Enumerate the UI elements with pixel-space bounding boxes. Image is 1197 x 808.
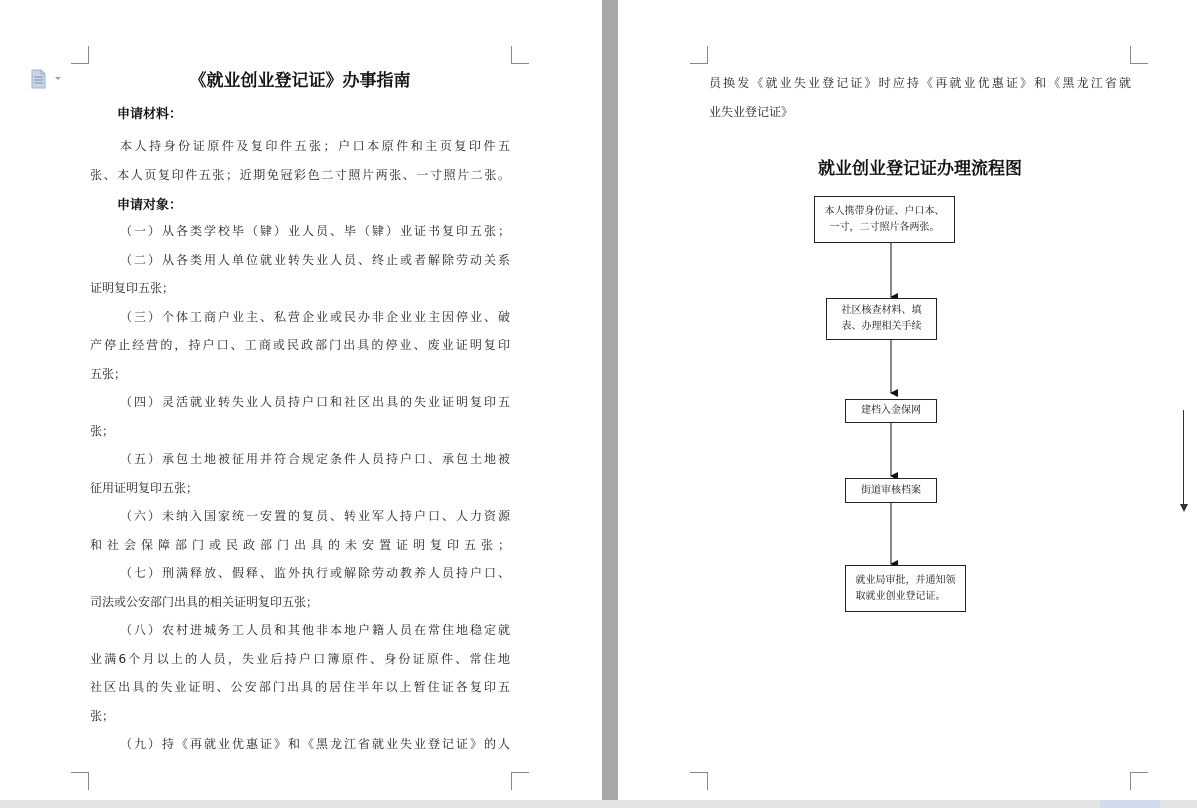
paragraph-line: 员换发《就业失业登记证》时应持《再就业优惠证》和《黑龙江省就 — [709, 76, 1131, 90]
list-item-line: 张； — [90, 709, 115, 723]
arrow-down-icon — [1180, 504, 1188, 512]
flow-step — [845, 478, 937, 503]
list-item-line: 征用证明复印五张； — [90, 481, 199, 495]
paragraph-line: 张、本人页复印件五张；近期免冠彩色二寸照片两张、一寸照片二张。 — [90, 168, 510, 182]
flow-step-text: 就业局审批，并通知领 — [855, 574, 956, 586]
flow-step-text: 一寸，二寸照片各两张。 — [829, 221, 940, 233]
paragraph-line: 业失业登记证》 — [709, 105, 794, 119]
list-item-line: （一）从各类学校毕（肄）业人员、毕（肄）业证书复印五张； — [120, 224, 510, 238]
list-item-line: 证明复印五张； — [90, 281, 175, 295]
flow-step-text: 社区核查材料、填 — [841, 305, 922, 316]
list-item-line: 产停止经营的，持户口、工商或民政部门出具的停业、废业证明复印 — [90, 338, 510, 352]
list-item-line: 张； — [90, 424, 115, 438]
materials-heading: 申请材料： — [117, 107, 183, 122]
flow-step — [826, 298, 937, 340]
flowchart-title: 就业创业登记证办理流程图 — [818, 159, 1022, 179]
list-item-line: 业满6个月以上的人员，失业后持户口簿原件、身份证原件、常住地 — [90, 652, 510, 666]
list-item-line: （三）个体工商户业主、私营企业或民办非企业业主因停业、破 — [120, 310, 510, 324]
flow-step-text: 取就业创业登记证。 — [855, 590, 946, 602]
list-item-line: 社区出具的失业证明、公安部门出具的居住半年以上暂住证各复印五 — [90, 680, 510, 694]
targets-heading: 申请对象： — [117, 198, 183, 213]
flow-step-text: 街道审核档案 — [861, 484, 921, 496]
list-item-line: （八）农村进城务工人员和其他非本地户籍人员在常住地稳定就 — [120, 623, 510, 637]
list-item-line: （四）灵活就业转失业人员持户口和社区出具的失业证明复印五 — [120, 395, 510, 409]
list-item-line: （九）持《再就业优惠证》和《黑龙江省就业失业登记证》的人 — [120, 737, 510, 751]
flow-step — [814, 196, 955, 243]
list-item-line: 司法或公安部门出具的相关证明复印五张； — [90, 595, 319, 609]
list-item-line: （五）承包土地被征用并符合规定条件人员持户口、承包土地被 — [120, 452, 510, 466]
flow-step-text: 本人携带身份证、户口本、 — [824, 205, 945, 217]
flow-step — [845, 399, 937, 423]
list-item-line: （七）刑满释放、假释、监外执行或解除劳动教养人员持户口、 — [120, 566, 510, 580]
document-title: 《就业创业登记证》办事指南 — [189, 71, 411, 91]
list-item-line: 和社会保障部门或民政部门出具的未安置证明复印五张； — [90, 538, 510, 552]
list-item-line: 五张； — [90, 367, 127, 381]
flow-step-text: 表、办理相关手续 — [841, 321, 922, 332]
list-item-line: （六）未纳入国家统一安置的复员、转业军人持户口、人力资源 — [120, 509, 510, 523]
list-item-line: （二）从各类用人单位就业转失业人员、终止或者解除劳动关系 — [120, 253, 510, 267]
scroll-indicator — [1183, 410, 1184, 506]
flow-step-text: 建档入金保网 — [861, 405, 921, 416]
paragraph-line: 本人持身份证原件及复印件五张；户口本原件和主页复印件五 — [120, 139, 510, 153]
flow-step — [845, 565, 966, 612]
